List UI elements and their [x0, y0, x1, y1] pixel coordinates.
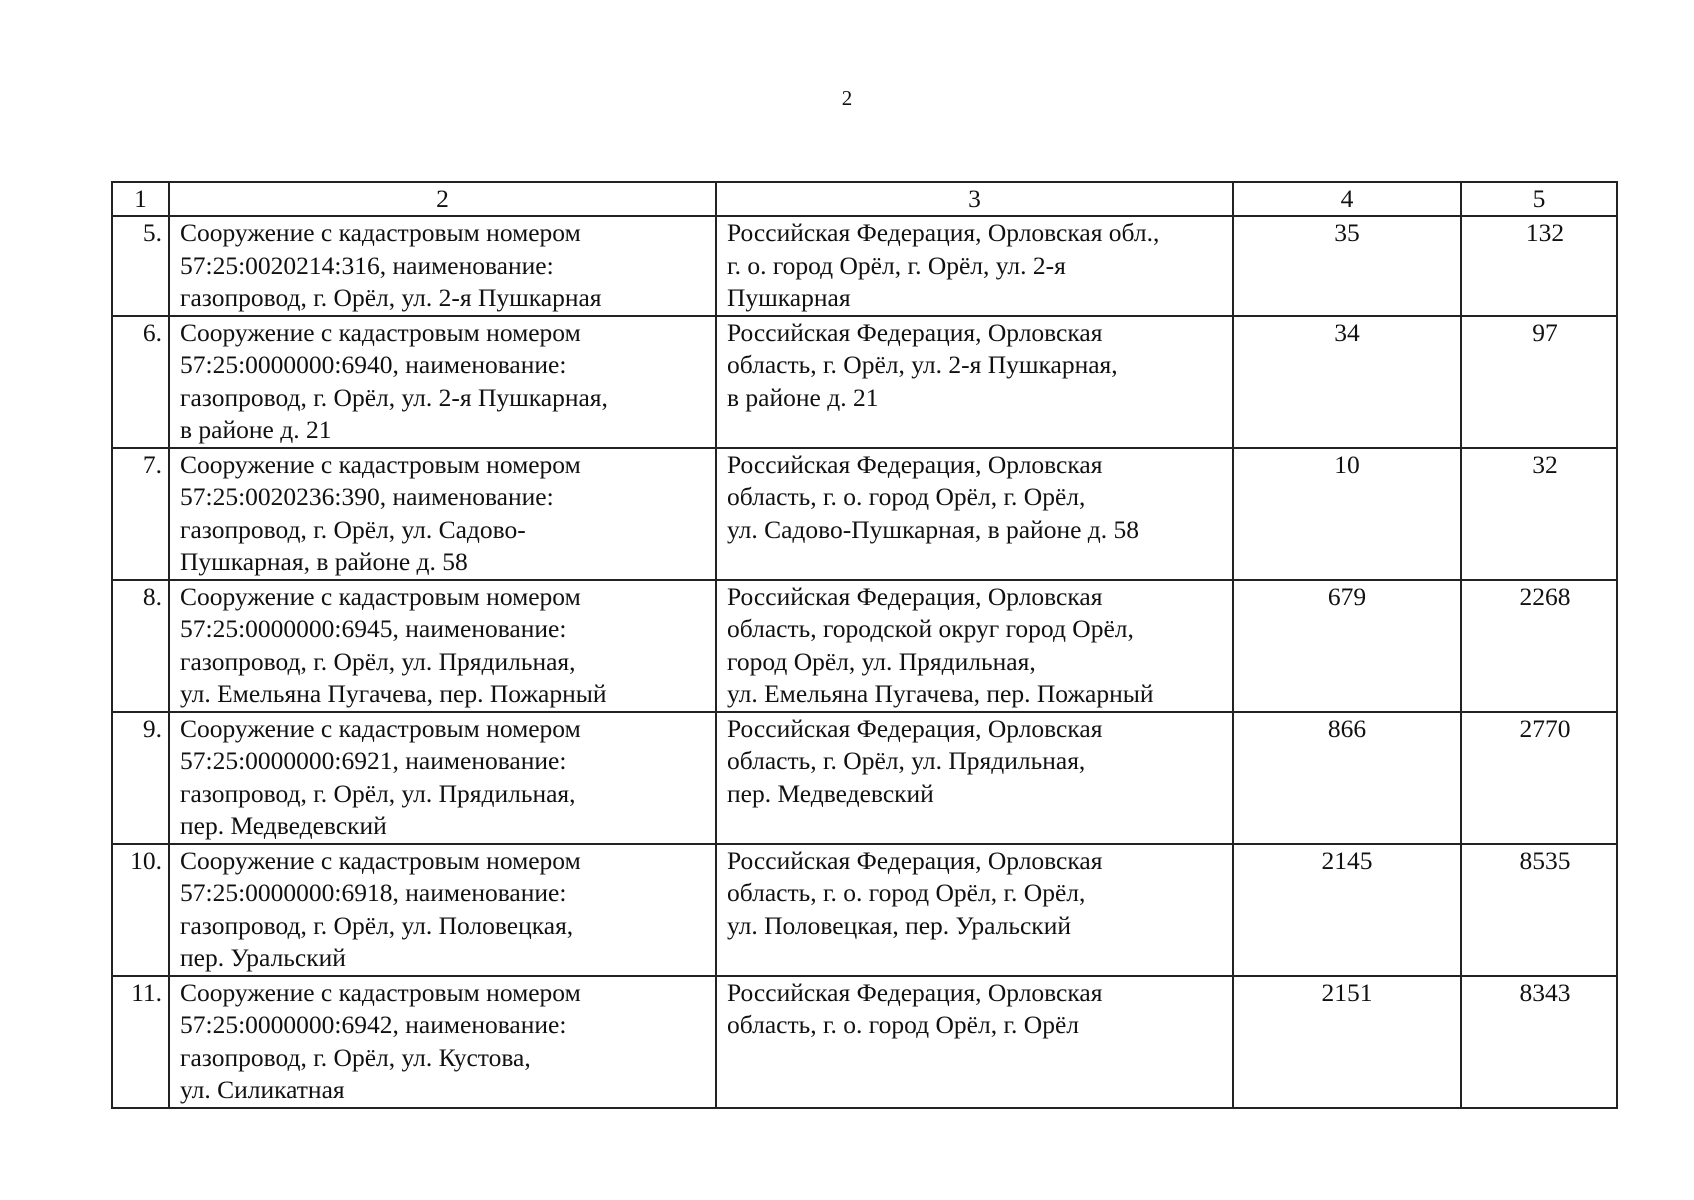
object-name-cell [169, 976, 716, 1108]
object-name-line: ул. Силикатная [180, 1075, 345, 1104]
table-row [112, 976, 1617, 1108]
page-number: 2 [841, 86, 853, 110]
table-row [112, 580, 1617, 712]
object-name-line: Сооружение с кадастровым номером [180, 977, 581, 1007]
table-row [112, 216, 1617, 316]
object-name-line: газопровод, г. Орёл, ул. 2-я Пушкарная [180, 283, 602, 312]
object-name-line: газопровод, г. Орёл, ул. Садово- [180, 514, 526, 544]
object-address-cell [716, 712, 1233, 844]
column-4-value: 2145 [1233, 844, 1461, 976]
row-number: 8. [112, 580, 169, 712]
object-name-cell [169, 448, 716, 580]
object-address-line: область, городской округ город Орёл, [727, 614, 1134, 643]
object-address-line: Российская Федерация, Орловская обл., [727, 218, 1160, 247]
table-header-row [112, 182, 1617, 216]
column-5-value: 2268 [1461, 580, 1617, 712]
object-name-line: Сооружение с кадастровым номером [180, 317, 581, 347]
object-name-cell [169, 216, 716, 316]
header-cell-1: 1 [112, 182, 169, 216]
object-address-cell [716, 216, 1233, 316]
object-address-line: город Орёл, ул. Прядильная, [727, 646, 1036, 676]
object-name-cell [169, 580, 716, 712]
column-4-value: 35 [1233, 216, 1461, 316]
object-name-line: 57:25:0000000:6940, наименование: [180, 350, 567, 379]
column-5-value: 32 [1461, 448, 1617, 580]
header-cell-5: 5 [1461, 182, 1617, 216]
row-number: 11. [112, 976, 169, 1108]
header-cell-2: 2 [169, 182, 716, 216]
object-address-line: Российская Федерация, Орловская [727, 317, 1103, 347]
object-name-line: 57:25:0000000:6942, наименование: [180, 1010, 567, 1039]
object-name-line: 57:25:0000000:6921, наименование: [180, 746, 567, 775]
table-row [112, 316, 1617, 448]
object-address-line: в районе д. 21 [727, 382, 879, 412]
object-address-line: Пушкарная [727, 283, 851, 312]
object-address-line: область, г. о. город Орёл, г. Орёл, [727, 482, 1086, 511]
object-name-line: 57:25:0020214:316, наименование: [180, 250, 554, 280]
column-5-value: 97 [1461, 316, 1617, 448]
object-name-line: Сооружение с кадастровым номером [180, 713, 581, 743]
column-4-value: 2151 [1233, 976, 1461, 1108]
object-address-line: ул. Садово-Пушкарная, в районе д. 58 [727, 514, 1140, 544]
row-number: 9. [112, 712, 169, 844]
object-name-line: ул. Емельяна Пугачева, пер. Пожарный [180, 679, 607, 708]
object-name-line: в районе д. 21 [180, 415, 332, 444]
object-name-line: Сооружение с кадастровым номером [180, 218, 581, 247]
table-row [112, 712, 1617, 844]
row-number: 10. [112, 844, 169, 976]
object-address-cell [716, 316, 1233, 448]
object-name-line: Сооружение с кадастровым номером [180, 845, 581, 875]
object-name-line: газопровод, г. Орёл, ул. Прядильная, [180, 646, 576, 676]
column-4-value: 866 [1233, 712, 1461, 844]
object-name-line: Сооружение с кадастровым номером [180, 581, 581, 611]
object-name-line: газопровод, г. Орёл, ул. Кустова, [180, 1042, 531, 1072]
object-address-line: Российская Федерация, Орловская [727, 845, 1103, 875]
object-address-line: Российская Федерация, Орловская [727, 449, 1103, 479]
table-row [112, 448, 1617, 580]
object-address-line: Российская Федерация, Орловская [727, 713, 1103, 743]
objects-table [111, 181, 1618, 1109]
object-address-cell [716, 580, 1233, 712]
object-name-line: газопровод, г. Орёл, ул. 2-я Пушкарная, [180, 382, 608, 412]
object-name-line: Пушкарная, в районе д. 58 [180, 547, 468, 576]
object-address-line: г. о. город Орёл, г. Орёл, ул. 2-я [727, 250, 1066, 280]
object-name-line: газопровод, г. Орёл, ул. Половецкая, [180, 910, 574, 940]
object-address-cell [716, 844, 1233, 976]
object-name-cell [169, 712, 716, 844]
object-name-line: 57:25:0020236:390, наименование: [180, 482, 554, 511]
header-cell-4: 4 [1233, 182, 1461, 216]
row-number: 5. [112, 216, 169, 316]
column-5-value: 8343 [1461, 976, 1617, 1108]
column-4-value: 34 [1233, 316, 1461, 448]
object-name-line: пер. Уральский [180, 943, 346, 972]
table-row [112, 844, 1617, 976]
object-address-line: Российская Федерация, Орловская [727, 581, 1103, 611]
object-address-line: область, г. о. город Орёл, г. Орёл, [727, 878, 1086, 907]
object-address-line: область, г. Орёл, ул. 2-я Пушкарная, [727, 350, 1118, 379]
object-address-cell [716, 448, 1233, 580]
header-cell-3: 3 [716, 182, 1233, 216]
object-name-line: 57:25:0000000:6918, наименование: [180, 878, 567, 907]
object-address-line: ул. Емельяна Пугачева, пер. Пожарный [727, 679, 1154, 708]
object-address-line: пер. Медведевский [727, 778, 934, 808]
object-address-line: область, г. Орёл, ул. Прядильная, [727, 746, 1086, 775]
row-number: 6. [112, 316, 169, 448]
column-5-value: 132 [1461, 216, 1617, 316]
object-address-line: Российская Федерация, Орловская [727, 977, 1103, 1007]
object-address-line: область, г. о. город Орёл, г. Орёл [727, 1010, 1079, 1039]
column-5-value: 8535 [1461, 844, 1617, 976]
object-name-line: 57:25:0000000:6945, наименование: [180, 614, 567, 643]
object-address-line: ул. Половецкая, пер. Уральский [727, 910, 1071, 940]
column-4-value: 679 [1233, 580, 1461, 712]
column-4-value: 10 [1233, 448, 1461, 580]
object-address-cell [716, 976, 1233, 1108]
row-number: 7. [112, 448, 169, 580]
object-name-cell [169, 844, 716, 976]
column-5-value: 2770 [1461, 712, 1617, 844]
object-name-line: пер. Медведевский [180, 811, 387, 840]
object-name-line: газопровод, г. Орёл, ул. Прядильная, [180, 778, 576, 808]
object-name-line: Сооружение с кадастровым номером [180, 449, 581, 479]
object-name-cell [169, 316, 716, 448]
